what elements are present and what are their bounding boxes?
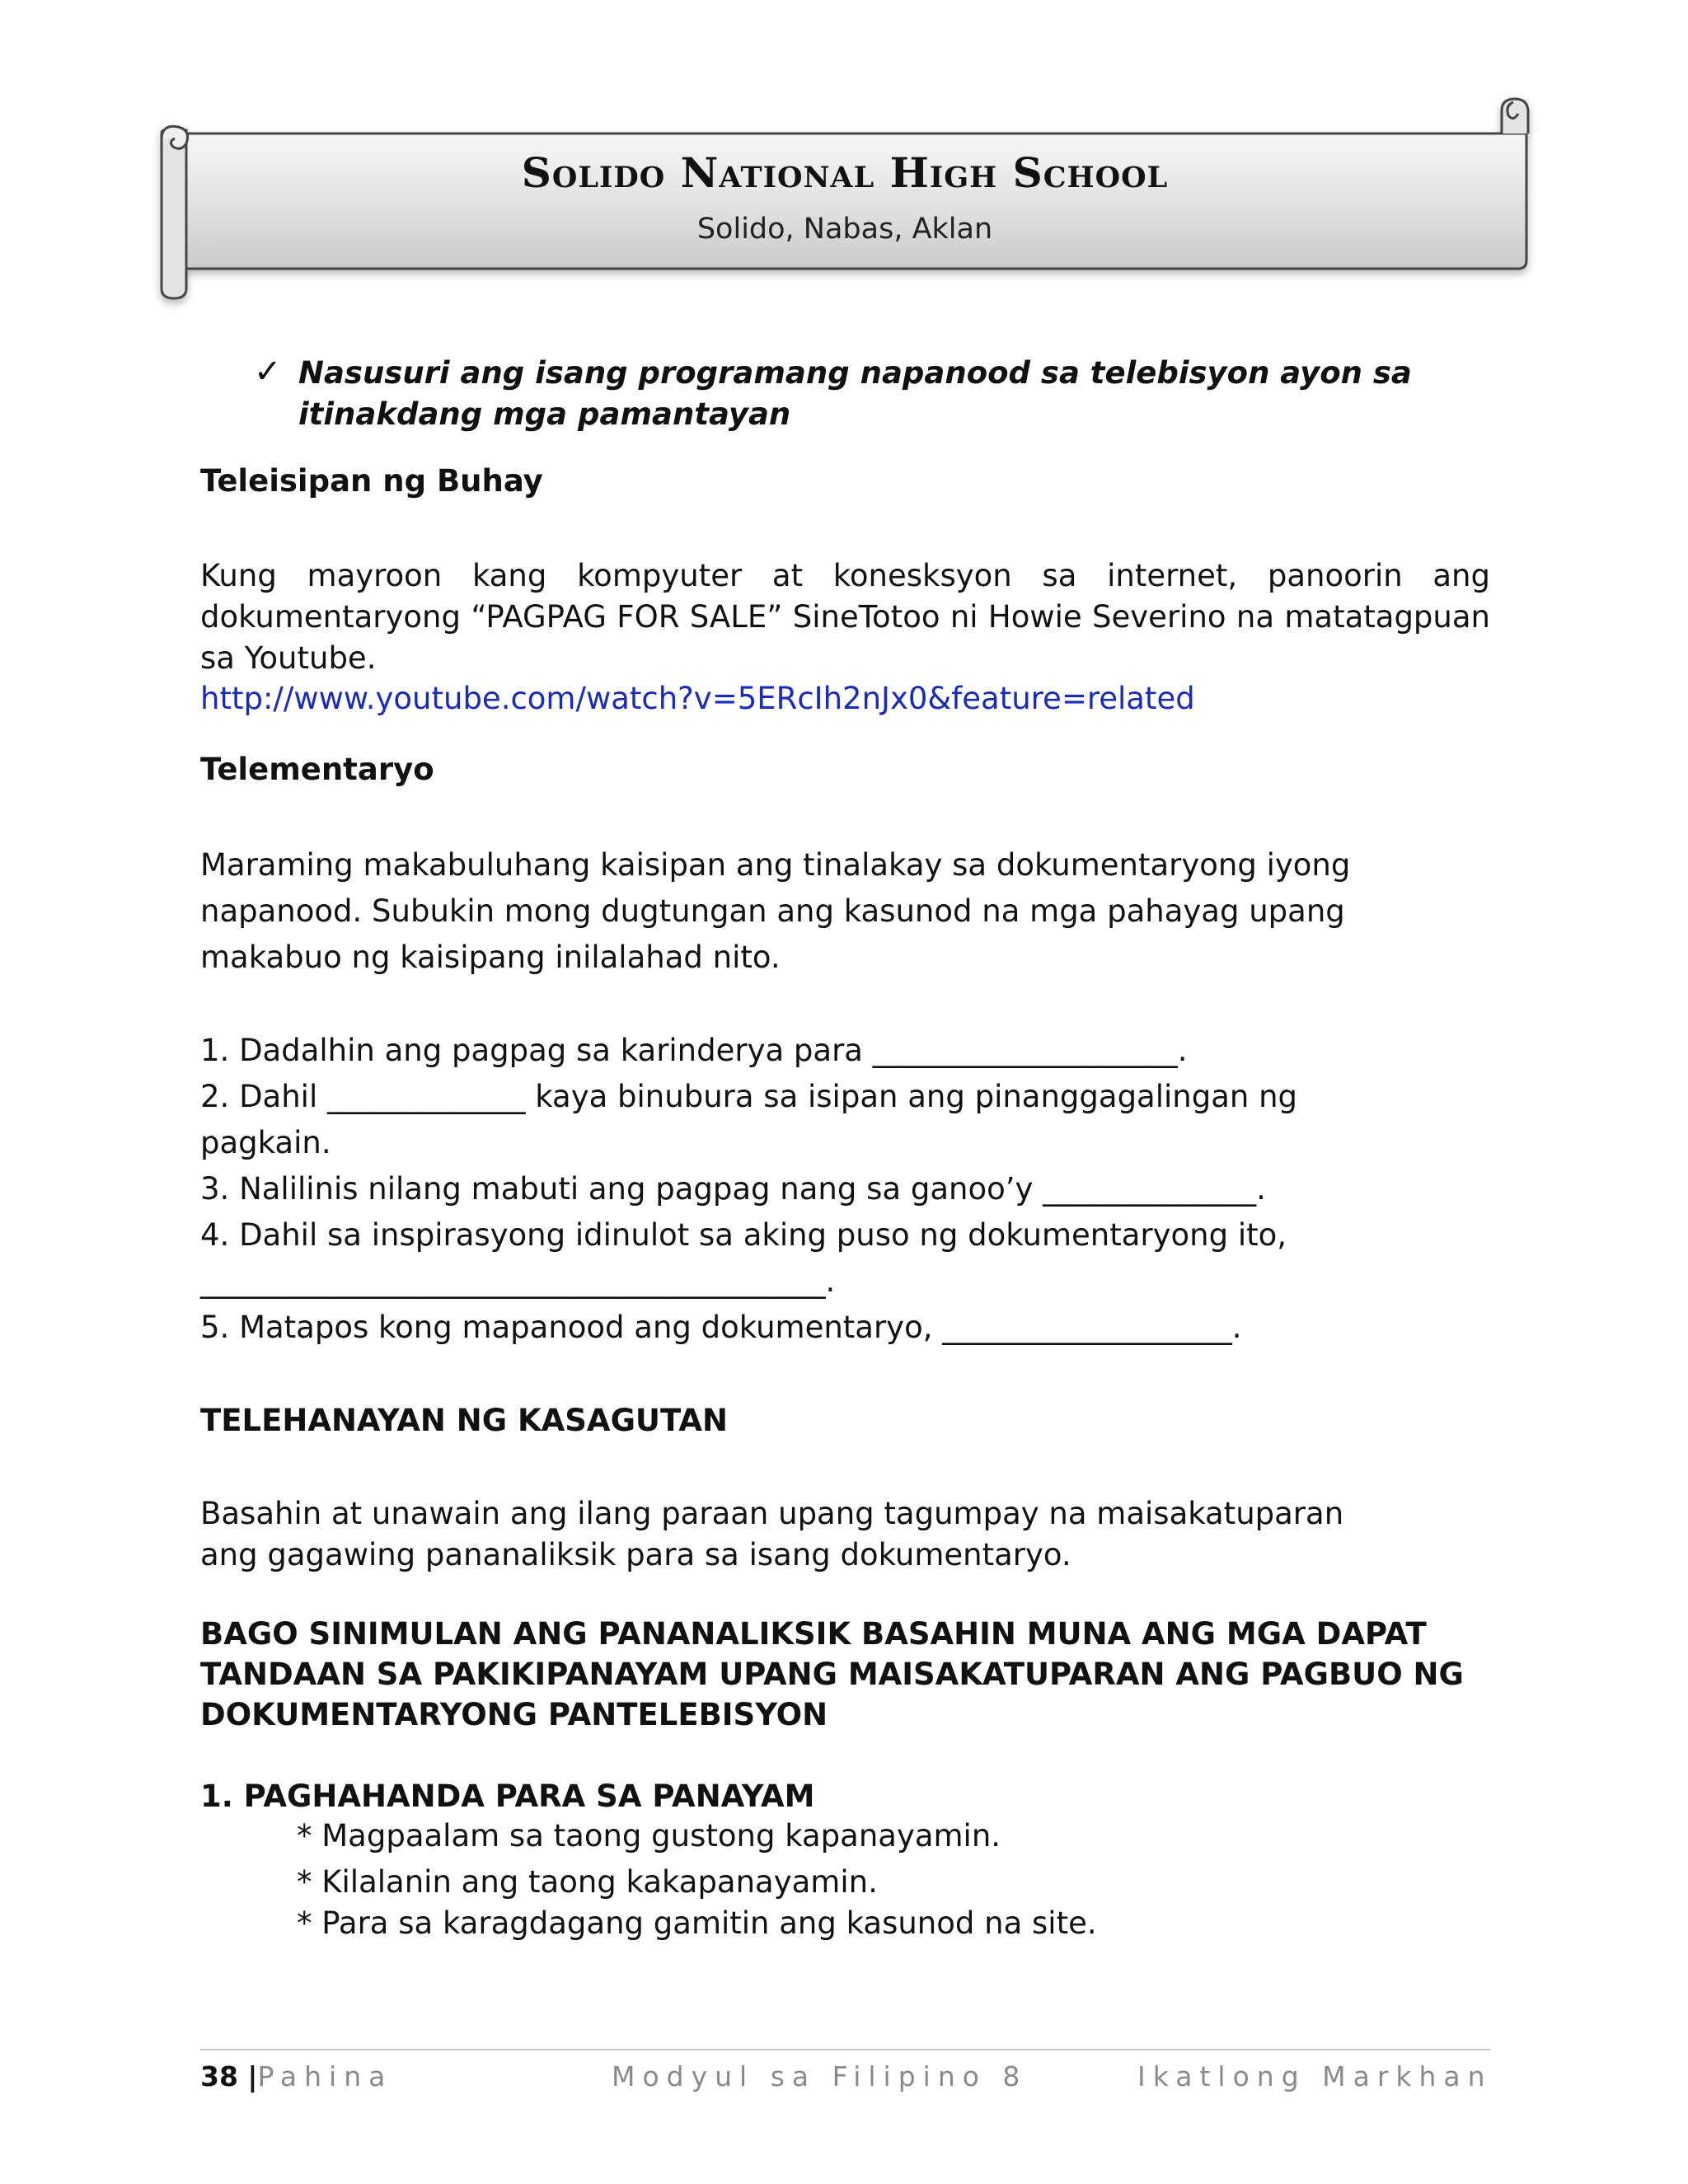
bullet-item: * Magpaalam sa taong gustong kapanayamin.	[297, 1818, 1001, 1854]
notice-block	[200, 1614, 1490, 1735]
objective-line: Nasusuri ang isang programang napanood sa telebisyon ayon sa	[298, 355, 1412, 391]
paragraph-line: ang gagawing pananaliksik para sa isang dokumentaryo.	[200, 1537, 1071, 1572]
footer-divider	[200, 2049, 1490, 2050]
subheading-paghahanda: 1. PAGHAHANDA PARA SA PANAYAM	[200, 1779, 815, 1814]
page-number-value: 38 |	[200, 2060, 258, 2093]
list-item: 2. Dahil _____________ kaya binubura sa isipan ang pinanggagalingan ng	[200, 1079, 1298, 1114]
list-item: 5. Matapos kong mapanood ang dokumentaryo, ___________________.	[200, 1310, 1242, 1345]
paragraph-line: Basahin at unawain ang ilang paraan upang tagumpay na maisakatuparan	[200, 1496, 1344, 1531]
youtube-link[interactable]: http://www.youtube.com/watch?v=5ERcIh2nJx0&feature=related	[200, 681, 1195, 716]
list-item: pagkain.	[200, 1125, 331, 1160]
bullet-item: * Kilalanin ang taong kakapanayamin.	[297, 1864, 878, 1900]
objective-line: itinakdang mga pamantayan	[298, 396, 791, 432]
bullet-item: * Para sa karagdagang gamitin ang kasunod na site.	[297, 1905, 1097, 1941]
page-number	[200, 2060, 392, 2093]
page-label: Pahina	[257, 2060, 393, 2093]
objective-text	[298, 353, 1502, 435]
paragraph-line: makabuo ng kaisipang inilalahad nito.	[200, 940, 781, 975]
notice-line: DOKUMENTARYONG PANTELEBISYON	[200, 1697, 828, 1732]
list-item: 4. Dahil sa inspirasyong idinulot sa aking puso ng dokumentaryong ito,	[200, 1217, 1287, 1253]
footer-quarter: Ikatlong Markhan	[1137, 2060, 1493, 2093]
notice-line: BAGO SINIMULAN ANG PANANALIKSIK BASAHIN MUNA ANG MGA DAPAT	[200, 1616, 1427, 1652]
section1-paragraph: Kung mayroon kang kompyuter at konesksyon sa internet, panoorin ang dokumentaryong “PAGPAG FOR SALE” SineTotoo ni Howie Severino na matatagpuan sa Youtube.	[200, 558, 1490, 676]
list-item: 3. Nalilinis nilang mabuti ang pagpag nang sa ganoo’y ______________.	[200, 1171, 1266, 1207]
list-item: _________________________________________.	[200, 1263, 836, 1299]
school-name: Solido National High School	[521, 148, 1169, 197]
section-heading-telehanayan: TELEHANAYAN NG KASAGUTAN	[200, 1403, 728, 1438]
school-address: Solido, Nabas, Aklan	[696, 213, 993, 246]
section-heading-telementaryo: Telementaryo	[200, 752, 434, 787]
paragraph-line: Maraming makabuluhang kaisipan ang tinalakay sa dokumentaryong iyong	[200, 847, 1351, 883]
footer-module: Modyul sa Filipino 8	[612, 2060, 1028, 2093]
section3-paragraph	[200, 1493, 1490, 1576]
section-heading-teleisipan: Teleisipan ng Buhay	[200, 463, 543, 499]
list-item: 1. Dadalhin ang pagpag sa karinderya para ____________________.	[200, 1033, 1188, 1068]
check-icon: ✓	[254, 353, 282, 391]
scroll-banner	[145, 91, 1543, 313]
section2-paragraph	[200, 842, 1490, 981]
paragraph-line: napanood. Subukin mong dugtungan ang kasunod na mga pahayag upang	[200, 893, 1345, 929]
notice-line: TANDAAN SA PAKIKIPANAYAM UPANG MAISAKATUPARAN ANG PAGBUO NG	[200, 1657, 1464, 1692]
